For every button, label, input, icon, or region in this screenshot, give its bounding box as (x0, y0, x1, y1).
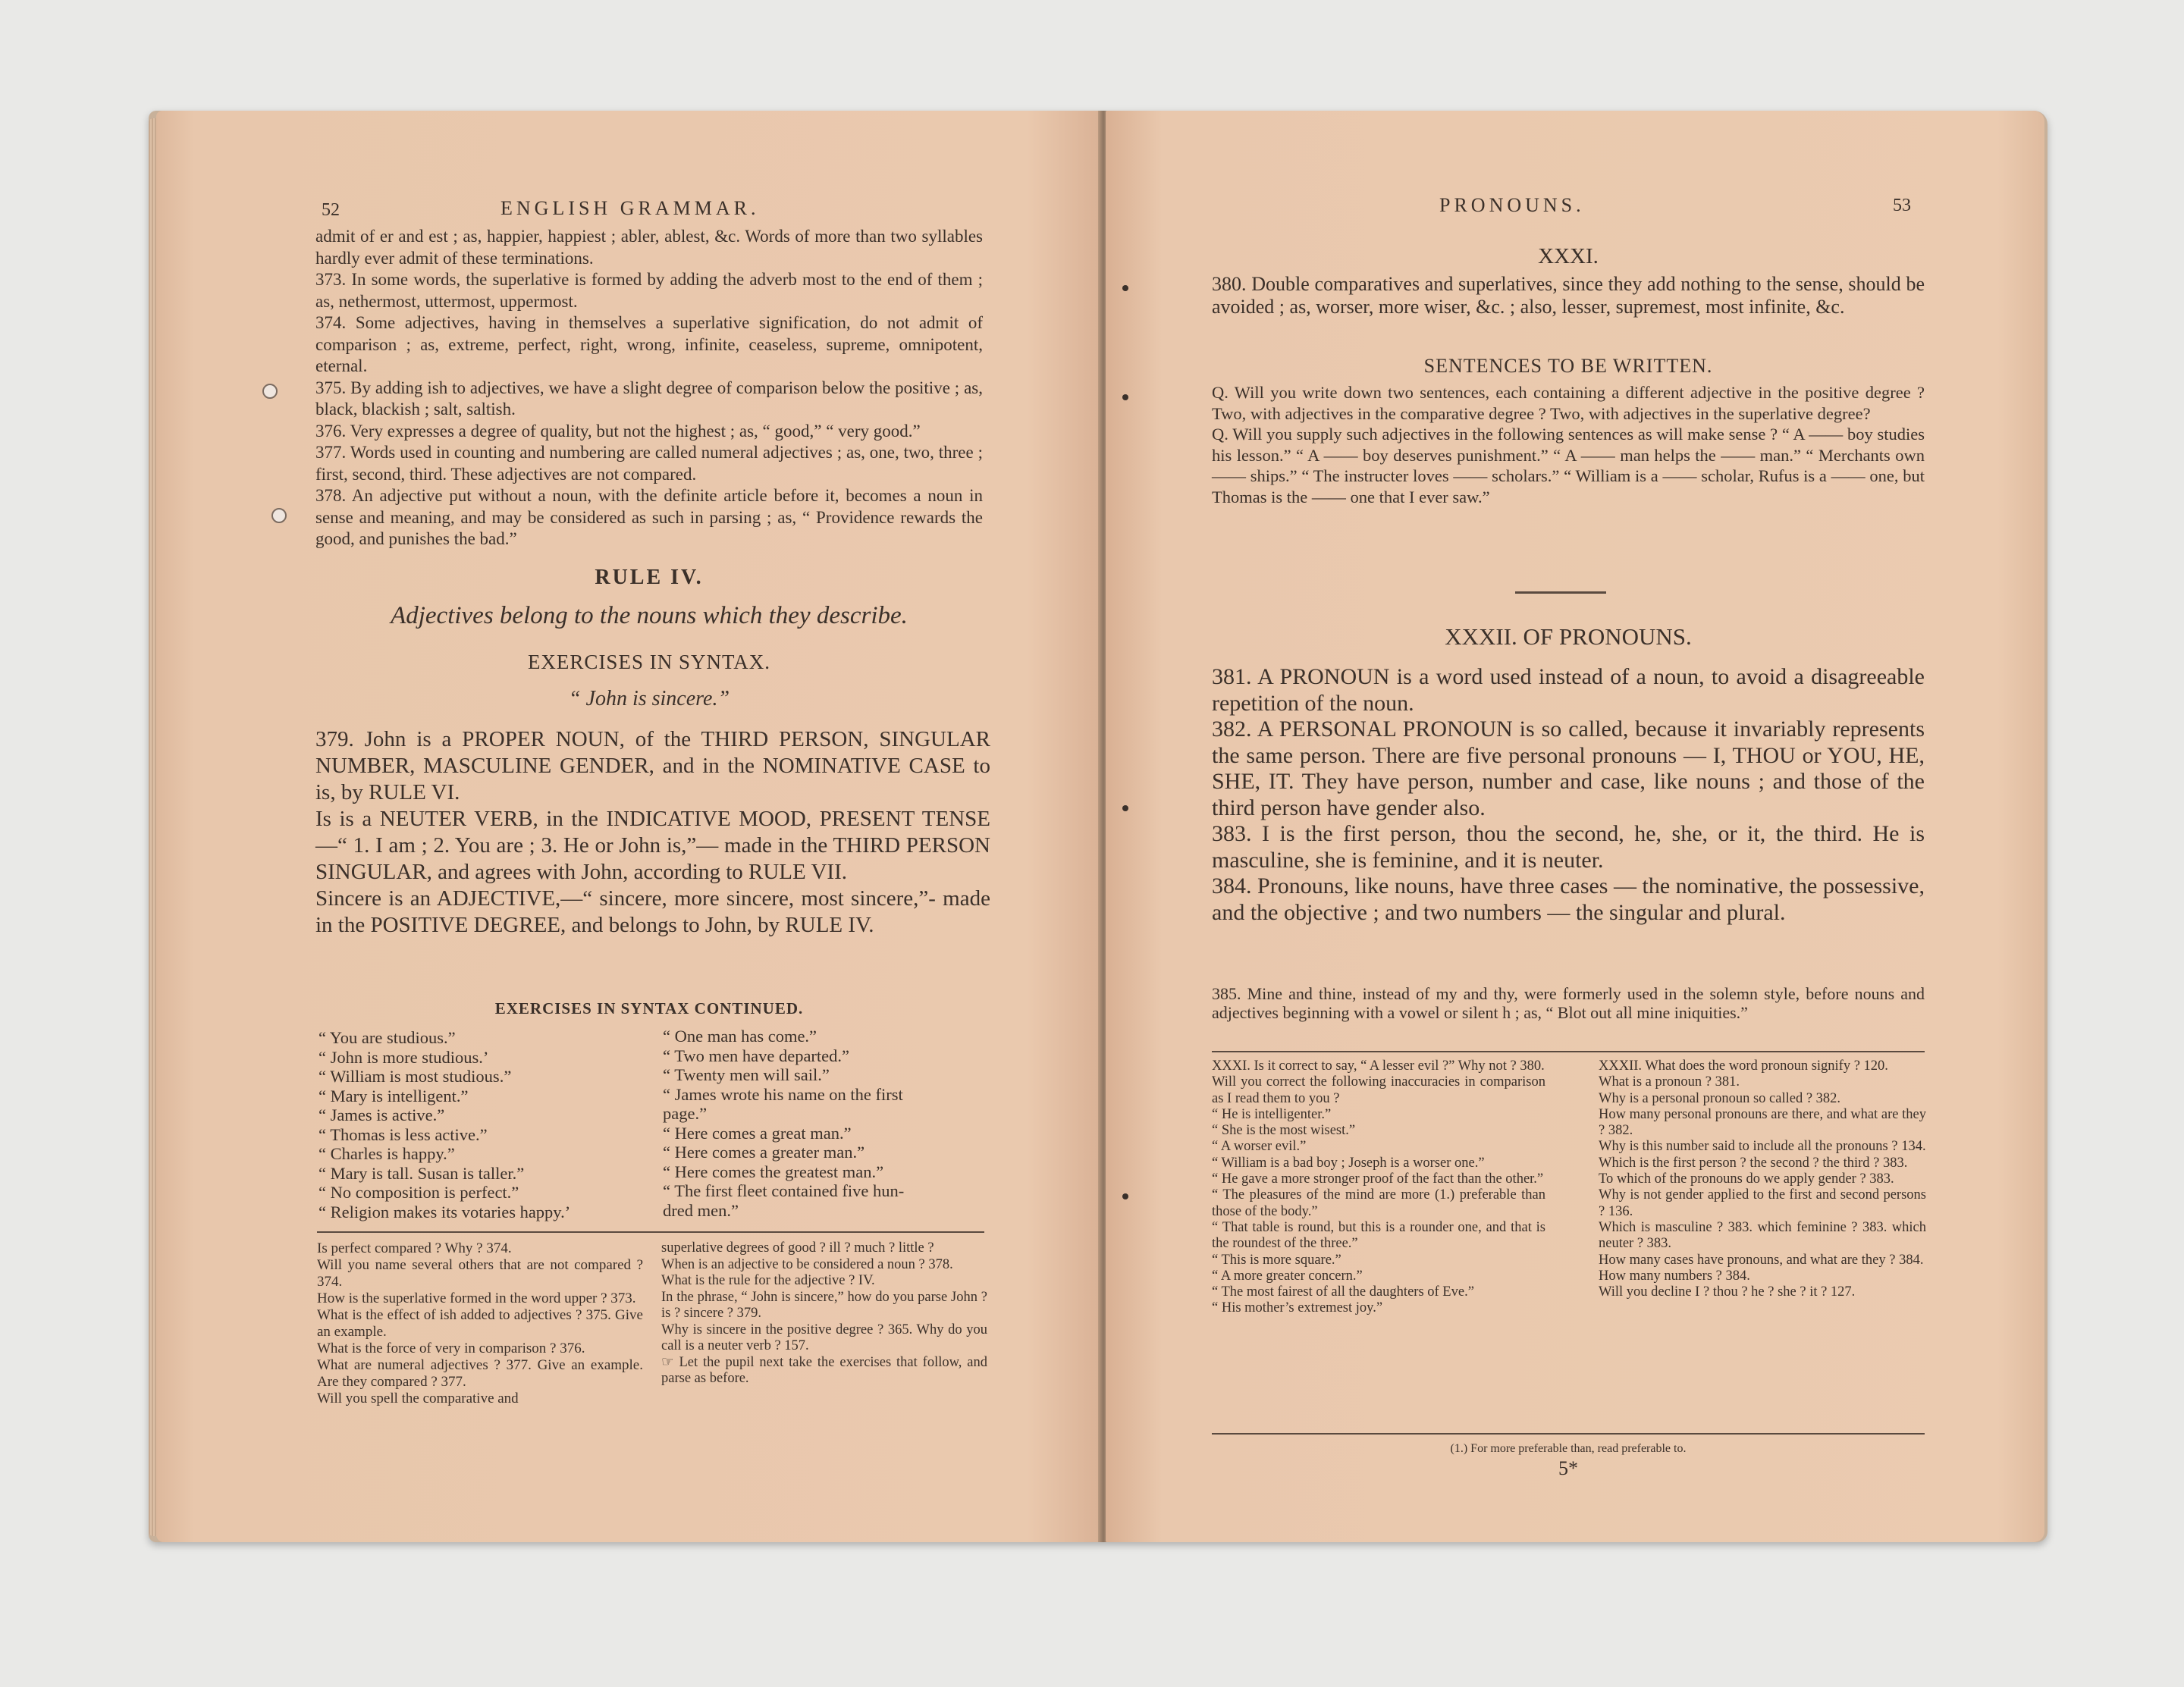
section-xxxi: XXXI. (1538, 244, 1599, 268)
open-book (149, 111, 2048, 1542)
signature-mark: 5* (1558, 1457, 1578, 1479)
binding-hole (1122, 394, 1128, 400)
left-page-number: 52 (322, 200, 340, 220)
binding-hole (1122, 805, 1128, 811)
pronoun-paragraphs: 381. A PRONOUN is a word used instead of a noun, to avoid a disagreeable repetition of the noun. 382. A PERSONAL PRONOUN is so called, because it invariably represents the same person. There are five personal pronouns — I, THOU or YOU, HE, SHE, IT. They have person, number and case, like nouns ; and those of the third person have gender also. 383. I is the first person, thou the second, he, she, or it, the third. He is masculine, she is feminine, and it is neuter. 384. Pronouns, like nouns, have three cases — the nominative, the possessive, and the objective ; and two numbers — the singular and plural. (1212, 664, 1925, 925)
sentences-heading: SENTENCES TO BE WRITTEN. (1423, 355, 1713, 377)
questions-divider (1212, 1051, 1925, 1052)
paragraph-385: 385. Mine and thine, instead of my and thy, were formerly used in the solemn style, before nouns and adjectives beginning with a vowel or silent h ; as, “ Blot out all mine iniquities.” (1212, 984, 1925, 1022)
rule-title: RULE IV. (595, 566, 704, 589)
exercises-heading: EXERCISES IN SYNTAX. (527, 651, 771, 673)
binding-hole (1122, 285, 1128, 291)
section-xxxii-title: XXXII. OF PRONOUNS. (1445, 623, 1692, 650)
binding-hole (262, 384, 278, 399)
left-running-head: ENGLISH GRAMMAR. (500, 197, 760, 219)
right-page-number: 53 (1893, 196, 1911, 215)
binding-hole (271, 508, 287, 523)
right-running-head: PRONOUNS. (1439, 194, 1585, 216)
ornamental-rule (1515, 591, 1606, 594)
questions-column-1: Is perfect compared ? Why ? 374. Will you name several others that are not compared ? 374. How is the superlative formed in the word upper ? 373. What is the effect of ish added to adjectives ? 375. Give an example. What is the force of very in comparison ? 376. What are numeral adjectives ? 377. Give an example. Are they compared ? 377. Will you spell the comparative and (317, 1240, 643, 1406)
rule-text: Adjectives belong to the nouns which they describe. (391, 602, 908, 629)
binding-hole (1122, 1193, 1128, 1199)
questions-column-2: superlative degrees of good ? ill ? much ? little ? When is an adjective to be considered a noun ? 378. What is the rule for the adjective ? IV. In the phrase, “ John is sincere,” how do you parse John ? is ? sincere ? 379. Why is sincere in the positive degree ? 365. Why do you call is a neuter verb ? 157. ☞ Let the pupil next take the exercises that follow, and parse as before. (661, 1240, 987, 1386)
left-top-paragraphs: admit of er and est ; as, happier, happiest ; abler, ablest, &c. Words of more than two syllables hardly ever admit of these terminations. 373. In some words, the superlative is formed by adding the adverb most to the end of them ; as, nethermost, uttermost, uppermost. 374. Some adjectives, having in themselves a superlative signification, do not admit of comparison ; as, extreme, perfect, right, wrong, infinite, ceaseless, supreme, omnipotent, eternal. 375. By adding ish to adjectives, we have a slight degree of comparison below the positive ; as, black, blackish ; salt, saltish. 376. Very expresses a degree of quality, but not the highest ; as, “ good,” “ very good.” 377. Words used in counting and numbering are called numeral adjectives ; as, one, two, three ; first, second, third. These adjectives are not compared. 378. An adjective put without a noun, with the definite article before it, becomes a noun in sense and meaning, and may be considered as such in parsing ; as, “ Providence rewards the good, and punishes the bad.” (315, 227, 983, 548)
exercises-column-1: “ You are studious.” “ John is more studious.’ “ William is most studious.” “ Mary is intelligent.” “ James is active.” “ Thomas is less active.” “ Charles is happy.” “ Mary is tall. Susan is taller.” “ No composition is perfect.” “ Religion makes its votaries happy.’ (318, 1028, 571, 1221)
right-questions-column-1: XXXI. Is it correct to say, “ A lesser evil ?” Why not ? 380. Will you correct the following inaccuracies in comparison as I read them to you ? “ He is intelligenter.” “ She is the most wisest.” “ A worser evil.” “ William is a bad boy ; Joseph is a worser one.” “ He gave a more stronger proof of the fact than the other.” “ The pleasures of the mind are more (1.) preferable than those of the body.” “ That table is round, but this is a rounder one, and that is the roundest of the three.” “ This is more square.” “ A more greater concern.” “ The most fairest of all the daughters of Eve.” “ His mother’s extremest joy.” (1212, 1058, 1545, 1316)
paragraph-380: 380. Double comparatives and superlatives, since they add nothing to the sense, should be avoided ; as, worser, more wiser, &c. ; also, lesser, supremest, most infinite, &c. (1212, 273, 1925, 318)
sentences-text: Q. Will you write down two sentences, each containing a different adjective in the positive degree ? Two, with adjectives in the comparative degree ? Two, with adjectives in the superlative degree? Q. Will you supply such adjectives in the following sentences as will make sense ? “ A —— boy studies his lesson.” “ A —— boy deserves punishment.” “ A —— man helps the —— man.” “ Merchants own —— ships.” “ The instructer loves —— scholars.” “ William is a —— scholar, Rufus is a —— one, but Thomas is the —— one that I ever saw.” (1212, 383, 1925, 506)
footnote: (1.) For more preferable than, read preferable to. (1450, 1442, 1687, 1455)
parsing-text: 379. John is a PROPER NOUN, of the THIRD PERSON, SINGULAR NUMBER, MASCULINE GENDER, and in the NOMINATIVE CASE to is, by RULE VI. Is is a NEUTER VERB, in the INDICATIVE MOOD, PRESENT TENSE—“ 1. I am ; 2. You are ; 3. He or John is,”— made in the THIRD PERSON SINGULAR, and agrees with John, according to RULE VII. Sincere is an ADJECTIVE,—“ sincere, more sincere, most sincere,”- made in the POSITIVE DEGREE, and belongs to John, by RULE IV. (315, 727, 990, 937)
example-sentence: “ John is sincere.” (568, 687, 730, 710)
left-page (156, 111, 1103, 1542)
right-page (1106, 111, 2044, 1542)
continued-heading: EXERCISES IN SYNTAX CONTINUED. (494, 999, 804, 1018)
exercises-column-2: “ One man has come.” “ Two men have departed.” “ Twenty men will sail.” “ James wrote his name on the first page.” “ Here comes a great man.” “ Here comes a greater man.” “ Here comes the greatest man.” “ The first fleet contained five hun- dred men.” (663, 1027, 905, 1220)
footnote-divider (1212, 1433, 1925, 1435)
questions-divider (317, 1231, 984, 1233)
right-questions-column-2: XXXII. What does the word pronoun signify ? 120. What is a pronoun ? 381. Why is a personal pronoun so called ? 382. How many personal pronouns are there, and what are they ? 382. Why is this number said to include all the pronouns ? 134. Which is the first person ? the second ? the third ? 383. To which of the pronouns do we apply gender ? 383. Why is not gender applied to the first and second persons ? 136. Which is masculine ? 383. which feminine ? 383. which neuter ? 383. How many cases have pronouns, and what are they ? 384. How many numbers ? 384. Will you decline I ? thou ? he ? she ? it ? 127. (1599, 1058, 1926, 1300)
